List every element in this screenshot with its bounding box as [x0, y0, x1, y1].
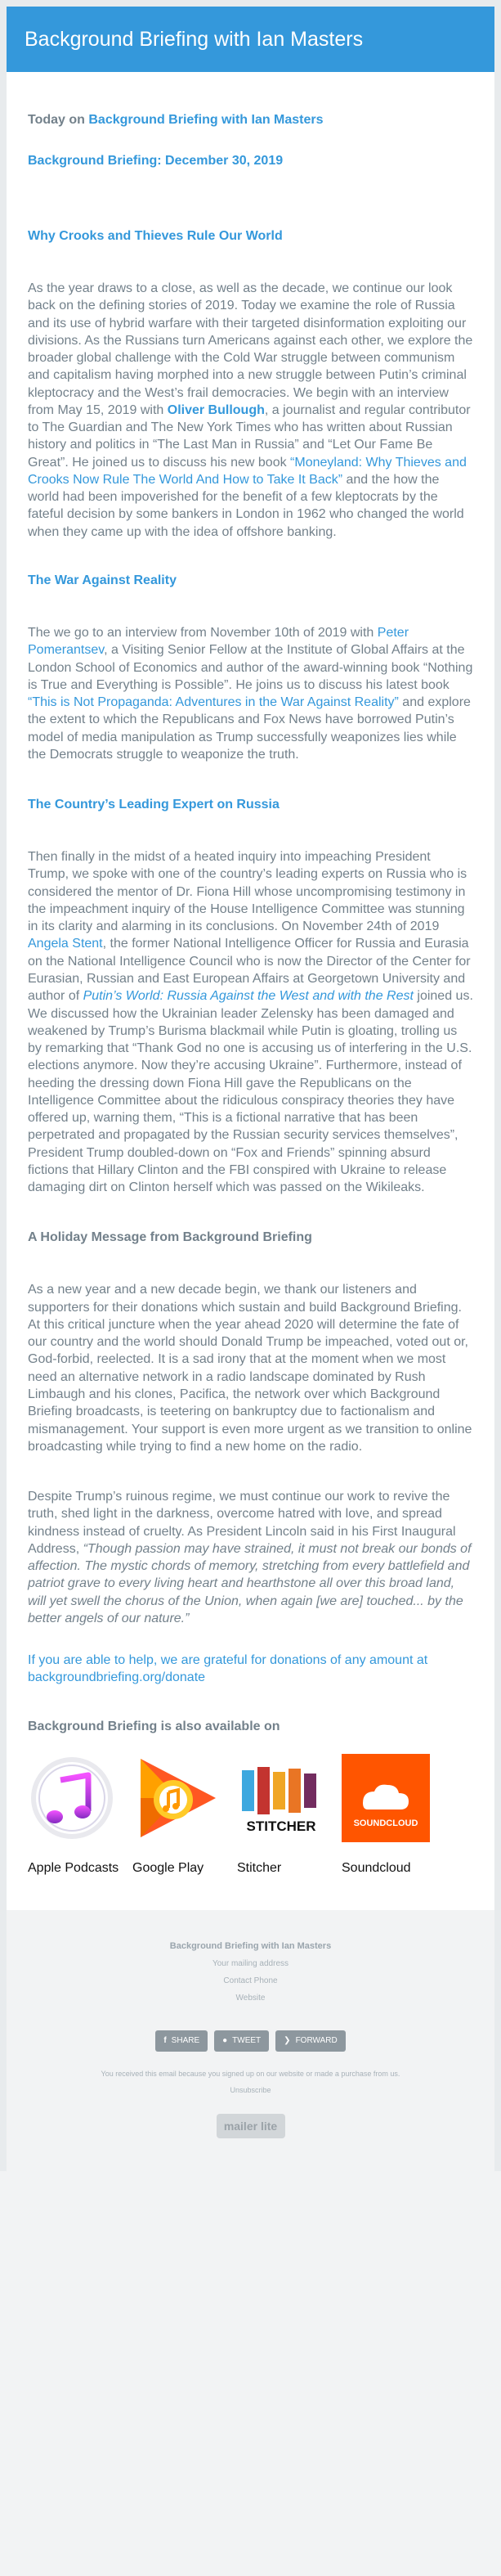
store-stitcher[interactable]: [237, 1754, 342, 1877]
footer-website[interactable]: Website: [235, 1993, 266, 2003]
today-line: [28, 113, 473, 128]
episode-date-title: Background Briefing: December 30, 2019: [28, 154, 284, 168]
header-title: Background Briefing with Ian Masters: [25, 27, 364, 51]
lincoln-quote: “Though passion may have strained, it must not break our bonds of affection. The mystic chords of memory, stretching from every battlefield and patriot grave to every living heart and hearthstone all over this broad land, will yet swell the chorus of the Union, when again [we are] touched... by the better angels of our nature.”: [28, 1541, 472, 1625]
forward-button[interactable]: ❯ FORWARD: [275, 2030, 346, 2052]
moneyland-book-link[interactable]: “Moneyland: Why Thieves and Crooks Now Rule The World And How to Take It Back”: [28, 455, 467, 487]
email-footer: [7, 1910, 494, 2171]
signup-note: You received this email because you signed up on our website or made a purchase from us.: [101, 2069, 400, 2078]
section3-paragraph: Then finally in the midst of a heated inquiry into impeaching President Trump, we spoke with one of the country’s leading experts on Russia who is considered the mentor of Dr. Fiona Hill whose uncompromising testimony in the impeachment inquiry of the House Intelligence Committee was stunning in its clarity and alarming in its conclusions. On November 24th of 2019 Angela Stent, the former National Intelligence Officer for Russia and Eurasia on the National Intelligence Council who is now the Director of the Center for Eurasian, Russian and East European Affairs at Georgetown University and author of Putin’s World: Russia Against the West and with the Rest joined us. We discussed how the Ukrainian leader Zelensky has been damaged and weakened by Trump’s Burisma blackmail while Putin is gloating, trolling us by remarking that “Thank God no one is accusing us of interfering in the U.S. elections anymore. Now they’re accusing Ukraine”. Furthermore, instead of heeding the dressing down Fiona Hill gave the Republicans on the Intelligence Committee about the ridiculous conspiracy theories they have offered up, warning them, “This is a fictional narrative that has been perpetrated and propagated by the Russian security services themselves”, President Trump doubled-down on “Fox and Friends” spinning absurd fictions that Hillary Clinton and the FBI conspired with Ukraine to release damaging dirt on Clinton herself which was passed on the Wikileaks.: [28, 850, 473, 1195]
tweet-button[interactable]: ● TWEET: [214, 2030, 269, 2052]
store-list: [28, 1754, 473, 1877]
peter-pomerantsev-link[interactable]: Peter Pomerantsev: [28, 625, 409, 658]
section4-title: A Holiday Message from Background Briefing: [28, 1230, 312, 1245]
share-row: [7, 2030, 494, 2052]
holiday-paragraph-1: As a new year and a new decade begin, we thank our listeners and supporters for their donations which sustain and build Background Briefing. At this critical juncture when the year ahead 2020 will determine the fate of our country and the world should Donald Trump be impeached, voted out or, God-forbid, reelected. It is a sad irony that at the moment when we most need an alternative network in a radio landscape dominated by Rush Limbaugh and his clones, Pacifica, the network over which Background Briefing broadcasts, is teetering on bankruptcy due to factionalism and mismanagement. Your support is even more urgent as we transition to online broadcasting while trying to find a new home on the radio.: [28, 1283, 472, 1454]
unsubscribe-link[interactable]: Unsubscribe: [230, 2085, 271, 2094]
angela-stent-link[interactable]: Angela Stent: [28, 937, 103, 951]
mailerlite-badge[interactable]: mailer lite: [217, 2114, 285, 2138]
apple-podcasts-label: Apple Podcasts: [28, 1860, 119, 1875]
share-button[interactable]: f SHARE: [155, 2030, 208, 2052]
footer-org: Background Briefing with Ian Masters: [169, 1940, 332, 1951]
section1-paragraph: As the year draws to a close, as well as the decade, we continue our look back on the defining stories of 2019. Today we examine the role of Russia and its use of hybrid warfare with their targeted disinformation exploiting our divisions. As the Russians turn Americans against each other, we explore the broader global challenge with the Cold War struggle between communism and capitalism having morphed into a new struggle between Putin’s criminal kleptocracy and the West’s frail democracies. We begin with an interview from May 15, 2019 with Oliver Bullough, a journalist and regular contributor to The Guardian and The New York Times who has written about Russian history and politics in “The Last Man in Russia” and “Let Our Fame Be Great”. He joined us to discuss his new book “Moneyland: Why Thieves and Crooks Now Rule The World And How to Take It Back” and the how the world had been impoverished for the benefit of a few kleptocrats by the fateful decision by some bankers in London in 1962 who changed the world when they came up with the idea of offshore banking.: [28, 281, 473, 539]
google-play-label: Google Play: [132, 1860, 204, 1875]
stitcher-icon[interactable]: [237, 1754, 325, 1842]
propaganda-book-link[interactable]: “This is Not Propaganda: Adventures in the War Against Reality”: [28, 695, 399, 710]
stitcher-wordmark: STITCHER: [246, 1818, 316, 1834]
google-play-icon[interactable]: [132, 1754, 221, 1842]
store-soundcloud[interactable]: [342, 1754, 446, 1877]
forward-arrow-icon: ❯: [284, 2036, 291, 2046]
section2-paragraph: The we go to an interview from November 10th of 2019 with Peter Pomerantsev, a Visiting Senior Fellow at the Institute of Global Affairs at the London School of Economics and author of the award-winning book “Nothing is True and Everything is Possible”. He joins us to discuss his latest book “This is Not Propaganda: Adventures in the War Against Reality” and explore the extent to which the Republicans and Fox News have borrowed Putin’s model of media manipulation as Trump successfully weaponizes lies while the Democrats struggle to weaponize the truth.: [28, 625, 473, 762]
today-link[interactable]: Background Briefing with Ian Masters: [88, 113, 324, 127]
footer-phone: Contact Phone: [223, 1976, 278, 1985]
twitter-icon: ●: [222, 2036, 228, 2046]
stores-title: Background Briefing is also available on: [28, 1719, 280, 1733]
email-header: [7, 7, 494, 72]
putins-world-book-link[interactable]: Putin’s World: Russia Against the West and with the Rest: [83, 989, 414, 1004]
email-body: [7, 72, 494, 1910]
soundcloud-wordmark: SOUNDCLOUD: [353, 1818, 418, 1828]
section3-title: The Country’s Leading Expert on Russia: [28, 798, 280, 812]
soundcloud-label: Soundcloud: [342, 1860, 411, 1875]
donate-message[interactable]: If you are able to help, we are grateful for donations of any amount at backgroundbriefing.org/donate: [28, 1653, 428, 1685]
section1-title: Why Crooks and Thieves Rule Our World: [28, 229, 283, 243]
apple-podcasts-icon[interactable]: [28, 1754, 116, 1842]
holiday-paragraph-2: Despite Trump’s ruinous regime, we must continue our work to revive the truth, shed light in the darkness, overcome hatred with love, and spread kindness instead of cruelty. As President Lincoln said in his First Inaugural Address, “Though passion may have strained, it must not break our bonds of affection. The mystic chords of memory, stretching from every battlefield and patriot grave to every living heart and hearthstone all over this broad land, will yet swell the chorus of the Union, when again [we are] touched... by the better angels of our nature.”: [28, 1490, 472, 1625]
today-prefix: Today on: [28, 113, 89, 127]
store-apple-podcasts[interactable]: [28, 1754, 132, 1877]
oliver-bullough-link[interactable]: Oliver Bullough: [167, 402, 265, 417]
stitcher-label: Stitcher: [237, 1860, 282, 1875]
footer-address: Your mailing address: [212, 1958, 289, 1968]
section2-title: The War Against Reality: [28, 573, 177, 587]
soundcloud-icon[interactable]: [342, 1754, 430, 1842]
facebook-icon: f: [163, 2036, 167, 2046]
store-google-play[interactable]: [132, 1754, 237, 1877]
